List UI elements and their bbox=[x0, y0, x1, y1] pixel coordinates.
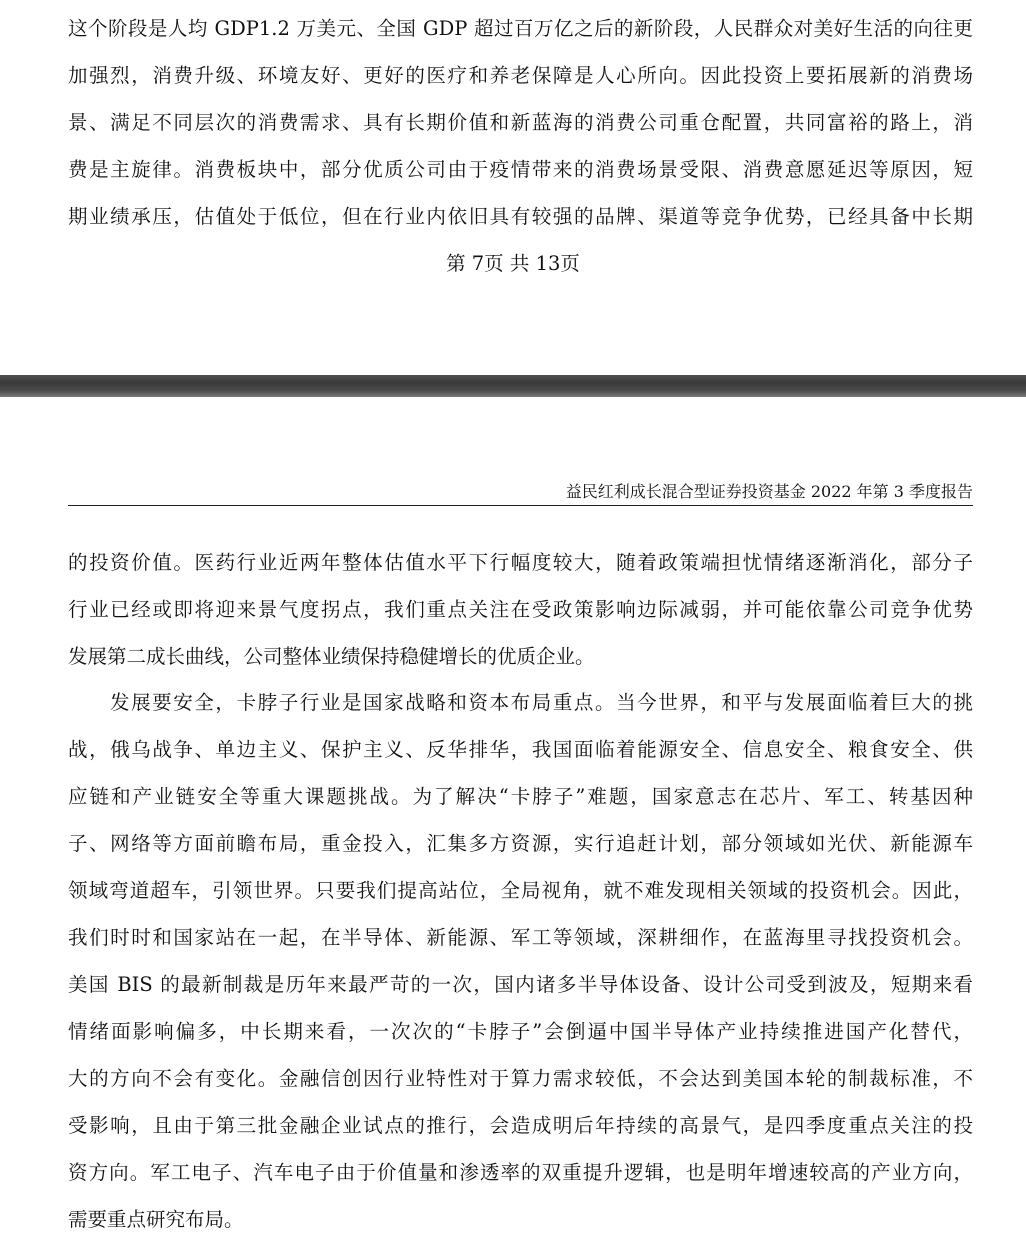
text-line: 资方向。军工电子、汽车电子由于价值量和渗透率的双重提升逻辑，也是明年增速较高的产业方向， bbox=[68, 1161, 973, 1184]
text-line: 大的方向不会有变化。金融信创因行业特性对于算力需求较低，不会达到美国本轮的制裁标准，不 bbox=[68, 1067, 973, 1090]
text-line: 美国 BIS 的最新制裁是历年来最严苛的一次，国内诸多半导体设备、设计公司受到波及，短期来看 bbox=[68, 973, 973, 996]
text-line: 战，俄乌战争、单边主义、保护主义、反华排华，我国面临着能源安全、信息安全、粮食安全、供 bbox=[68, 738, 973, 761]
text-line: 子、网络等方面前瞻布局，重金投入，汇集多方资源，实行追赶计划，部分领域如光伏、新能源车 bbox=[68, 832, 973, 855]
text-line: 加强烈，消费升级、环境友好、更好的医疗和养老保障是人心所向。因此投资上要拓展新的消费场 bbox=[68, 64, 973, 87]
text-line: 费是主旋律。消费板块中，部分优质公司由于疫情带来的消费场景受限、消费意愿延迟等原因，短 bbox=[68, 158, 973, 181]
text-line: 景、满足不同层次的消费需求、具有长期价值和新蓝海的消费公司重仓配置，共同富裕的路上，消 bbox=[68, 111, 973, 134]
text-line: 这个阶段是人均 GDP1.2 万美元、全国 GDP 超过百万亿之后的新阶段，人民群众对美好生活的向往更 bbox=[68, 17, 973, 40]
text-line: 期业绩承压，估值处于低位，但在行业内依旧具有较强的品牌、渠道等竞争优势，已经具备中长期 bbox=[68, 205, 973, 228]
report-header-title: 益民红利成长混合型证券投资基金 2022 年第 3 季度报告 bbox=[565, 482, 973, 501]
text-line: 我们时时和国家站在一起，在半导体、新能源、军工等领域，深耕细作，在蓝海里寻找投资机会。 bbox=[68, 926, 973, 949]
text-line: 发展要安全，卡脖子行业是国家战略和资本布局重点。当今世界，和平与发展面临着巨大的挑 bbox=[110, 691, 973, 714]
lower-page bbox=[0, 397, 1026, 1231]
page-number-footer: 第 7页 共 13页 bbox=[446, 252, 580, 275]
text-line: 的投资价值。医药行业近两年整体估值水平下行幅度较大，随着政策端担忧情绪逐渐消化，部分子 bbox=[68, 551, 973, 574]
text-line: 应链和产业链安全等重大课题挑战。为了解决“卡脖子”难题，国家意志在芯片、军工、转基因种 bbox=[68, 785, 973, 808]
text-line: 发展第二成长曲线，公司整体业绩保持稳健增长的优质企业。 bbox=[68, 645, 595, 668]
upper-page bbox=[0, 0, 1026, 375]
text-line: 领域弯道超车，引领世界。只要我们提高站位，全局视角，就不难发现相关领域的投资机会。因此， bbox=[68, 879, 973, 902]
text-line: 需要重点研究布局。 bbox=[68, 1208, 244, 1231]
text-line: 行业已经或即将迎来景气度拐点，我们重点关注在受政策影响边际减弱，并可能依靠公司竞争优势 bbox=[68, 598, 973, 621]
page-separator bbox=[0, 375, 1026, 397]
text-line: 情绪面影响偏多，中长期来看，一次次的“卡脖子”会倒逼中国半导体产业持续推进国产化替代， bbox=[68, 1020, 973, 1043]
text-line: 受影响，且由于第三批金融企业试点的推行，会造成明后年持续的高景气，是四季度重点关注的投 bbox=[68, 1114, 973, 1137]
header-divider bbox=[68, 505, 973, 506]
